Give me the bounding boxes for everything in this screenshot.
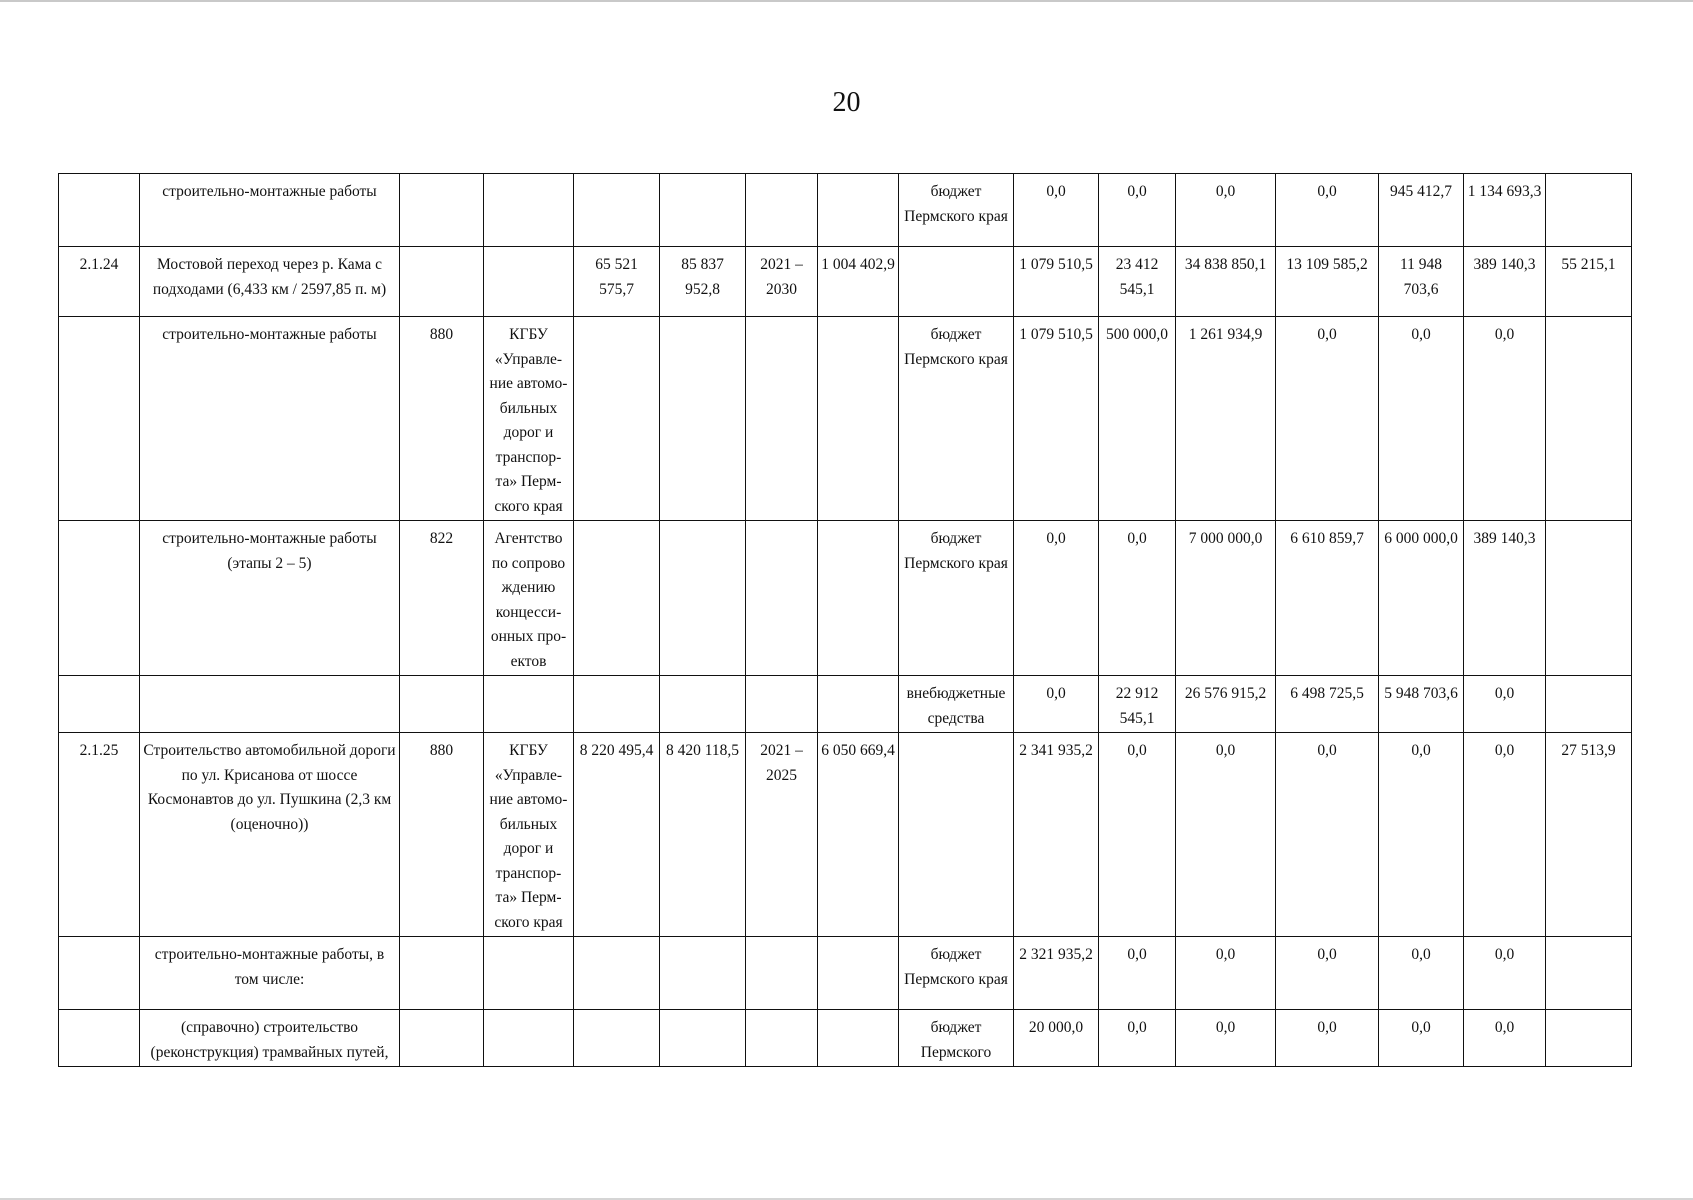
period-cell: 2021 – 2030 xyxy=(746,247,818,317)
year-2-value-cell: 0,0 xyxy=(1099,937,1176,1010)
year-4-value-cell: 0,0 xyxy=(1276,733,1379,937)
year-4-value-cell: 0,0 xyxy=(1276,1010,1379,1067)
estimated-cost-cell xyxy=(574,317,660,521)
item-name-cell: Строительство автомобильной дороги по ул. Крисанова от шоссе Космонавтов до ул. Пушкина (2,3 км (оценочно)) xyxy=(140,733,400,937)
total-cost-cell xyxy=(660,521,746,676)
row-number-cell xyxy=(59,1010,140,1067)
year-7-value-cell xyxy=(1546,1010,1632,1067)
code-cell: 822 xyxy=(400,521,484,676)
year-4-value-cell: 0,0 xyxy=(1276,317,1379,521)
year-5-value-cell: 0,0 xyxy=(1379,733,1464,937)
year-5-value-cell: 945 412,7 xyxy=(1379,174,1464,247)
estimated-cost-cell xyxy=(574,676,660,733)
code-cell xyxy=(400,676,484,733)
year-1-value-cell: 0,0 xyxy=(1014,676,1099,733)
executor-cell: КГБУ «Управле-ние автомо-бильных дорог и транспор-та» Перм-ского края xyxy=(484,317,574,521)
item-name-cell: строительно-монтажные работы xyxy=(140,317,400,521)
remaining-cost-cell xyxy=(818,317,899,521)
year-1-value-cell: 20 000,0 xyxy=(1014,1010,1099,1067)
code-cell: 880 xyxy=(400,733,484,937)
table-row xyxy=(59,937,1632,1010)
total-cost-cell: 8 420 118,5 xyxy=(660,733,746,937)
period-cell xyxy=(746,174,818,247)
year-7-value-cell xyxy=(1546,174,1632,247)
total-cost-cell xyxy=(660,1010,746,1067)
year-7-value-cell xyxy=(1546,317,1632,521)
remaining-cost-cell: 6 050 669,4 xyxy=(818,733,899,937)
year-3-value-cell: 34 838 850,1 xyxy=(1176,247,1276,317)
page-number: 20 xyxy=(832,87,861,118)
funding-source-cell: бюджет Пермского края xyxy=(899,317,1014,521)
code-cell: 880 xyxy=(400,317,484,521)
year-6-value-cell: 0,0 xyxy=(1464,676,1546,733)
remaining-cost-cell xyxy=(818,174,899,247)
period-cell xyxy=(746,937,818,1010)
item-name-cell: (справочно) строительство (реконструкция) трамвайных путей, xyxy=(140,1010,400,1067)
year-6-value-cell: 0,0 xyxy=(1464,317,1546,521)
year-6-value-cell: 0,0 xyxy=(1464,1010,1546,1067)
year-1-value-cell: 2 341 935,2 xyxy=(1014,733,1099,937)
year-5-value-cell: 6 000 000,0 xyxy=(1379,521,1464,676)
remaining-cost-cell xyxy=(818,521,899,676)
remaining-cost-cell xyxy=(818,1010,899,1067)
year-1-value-cell: 1 079 510,5 xyxy=(1014,317,1099,521)
code-cell xyxy=(400,174,484,247)
total-cost-cell xyxy=(660,937,746,1010)
row-number-cell xyxy=(59,174,140,247)
year-3-value-cell: 7 000 000,0 xyxy=(1176,521,1276,676)
year-3-value-cell: 26 576 915,2 xyxy=(1176,676,1276,733)
table-row xyxy=(59,247,1632,317)
year-5-value-cell: 11 948 703,6 xyxy=(1379,247,1464,317)
executor-cell xyxy=(484,676,574,733)
item-name-cell: строительно-монтажные работы, в том числе: xyxy=(140,937,400,1010)
year-6-value-cell: 0,0 xyxy=(1464,937,1546,1010)
item-name-cell: Мостовой переход через р. Кама с подходами (6,433 км / 2597,85 п. м) xyxy=(140,247,400,317)
funding-source-cell: бюджет Пермского края xyxy=(899,174,1014,247)
estimated-cost-cell xyxy=(574,1010,660,1067)
item-name-cell: строительно-монтажные работы (этапы 2 – 5) xyxy=(140,521,400,676)
year-2-value-cell: 0,0 xyxy=(1099,1010,1176,1067)
executor-cell xyxy=(484,174,574,247)
year-3-value-cell: 0,0 xyxy=(1176,733,1276,937)
total-cost-cell xyxy=(660,676,746,733)
estimated-cost-cell: 65 521 575,7 xyxy=(574,247,660,317)
funding-source-cell: бюджет Пермского xyxy=(899,1010,1014,1067)
funding-source-cell xyxy=(899,733,1014,937)
period-cell xyxy=(746,1010,818,1067)
year-5-value-cell: 0,0 xyxy=(1379,937,1464,1010)
executor-cell xyxy=(484,937,574,1010)
code-cell xyxy=(400,1010,484,1067)
period-cell xyxy=(746,317,818,521)
year-1-value-cell: 2 321 935,2 xyxy=(1014,937,1099,1010)
year-6-value-cell: 1 134 693,3 xyxy=(1464,174,1546,247)
total-cost-cell: 85 837 952,8 xyxy=(660,247,746,317)
estimated-cost-cell: 8 220 495,4 xyxy=(574,733,660,937)
year-7-value-cell xyxy=(1546,521,1632,676)
funding-source-cell xyxy=(899,247,1014,317)
code-cell xyxy=(400,937,484,1010)
table-row xyxy=(59,317,1632,521)
period-cell xyxy=(746,676,818,733)
row-number-cell xyxy=(59,676,140,733)
table-row xyxy=(59,1010,1632,1067)
year-4-value-cell: 6 610 859,7 xyxy=(1276,521,1379,676)
estimated-cost-cell xyxy=(574,521,660,676)
remaining-cost-cell: 1 004 402,9 xyxy=(818,247,899,317)
executor-cell: Агентство по сопрово ждению концесси-онных про-ектов xyxy=(484,521,574,676)
scan-edge-top xyxy=(0,0,1693,2)
total-cost-cell xyxy=(660,317,746,521)
year-7-value-cell xyxy=(1546,676,1632,733)
executor-cell: КГБУ «Управле-ние автомо-бильных дорог и транспор-та» Перм-ского края xyxy=(484,733,574,937)
table-row xyxy=(59,174,1632,247)
period-cell: 2021 – 2025 xyxy=(746,733,818,937)
item-name-cell xyxy=(140,676,400,733)
remaining-cost-cell xyxy=(818,676,899,733)
year-3-value-cell: 0,0 xyxy=(1176,174,1276,247)
estimated-cost-cell xyxy=(574,174,660,247)
year-1-value-cell: 1 079 510,5 xyxy=(1014,247,1099,317)
year-4-value-cell: 0,0 xyxy=(1276,174,1379,247)
year-6-value-cell: 0,0 xyxy=(1464,733,1546,937)
executor-cell xyxy=(484,247,574,317)
year-6-value-cell: 389 140,3 xyxy=(1464,521,1546,676)
year-5-value-cell: 5 948 703,6 xyxy=(1379,676,1464,733)
row-number-cell xyxy=(59,937,140,1010)
period-cell xyxy=(746,521,818,676)
year-1-value-cell: 0,0 xyxy=(1014,174,1099,247)
funding-source-cell: бюджет Пермского края xyxy=(899,521,1014,676)
year-2-value-cell: 0,0 xyxy=(1099,174,1176,247)
year-4-value-cell: 6 498 725,5 xyxy=(1276,676,1379,733)
table-row xyxy=(59,521,1632,676)
funding-source-cell: внебюджетные средства xyxy=(899,676,1014,733)
row-number-cell xyxy=(59,521,140,676)
total-cost-cell xyxy=(660,174,746,247)
program-table xyxy=(58,173,1632,1067)
table-row xyxy=(59,733,1632,937)
estimated-cost-cell xyxy=(574,937,660,1010)
year-5-value-cell: 0,0 xyxy=(1379,317,1464,521)
row-number-cell: 2.1.24 xyxy=(59,247,140,317)
year-2-value-cell: 500 000,0 xyxy=(1099,317,1176,521)
year-5-value-cell: 0,0 xyxy=(1379,1010,1464,1067)
year-3-value-cell: 0,0 xyxy=(1176,1010,1276,1067)
year-2-value-cell: 0,0 xyxy=(1099,733,1176,937)
funding-source-cell: бюджет Пермского края xyxy=(899,937,1014,1010)
year-2-value-cell: 22 912 545,1 xyxy=(1099,676,1176,733)
year-2-value-cell: 0,0 xyxy=(1099,521,1176,676)
code-cell xyxy=(400,247,484,317)
item-name-cell: строительно-монтажные работы xyxy=(140,174,400,247)
year-7-value-cell: 55 215,1 xyxy=(1546,247,1632,317)
row-number-cell: 2.1.25 xyxy=(59,733,140,937)
year-4-value-cell: 0,0 xyxy=(1276,937,1379,1010)
remaining-cost-cell xyxy=(818,937,899,1010)
year-7-value-cell xyxy=(1546,937,1632,1010)
year-1-value-cell: 0,0 xyxy=(1014,521,1099,676)
row-number-cell xyxy=(59,317,140,521)
year-4-value-cell: 13 109 585,2 xyxy=(1276,247,1379,317)
year-3-value-cell: 0,0 xyxy=(1176,937,1276,1010)
table-row xyxy=(59,676,1632,733)
year-2-value-cell: 23 412 545,1 xyxy=(1099,247,1176,317)
year-3-value-cell: 1 261 934,9 xyxy=(1176,317,1276,521)
executor-cell xyxy=(484,1010,574,1067)
year-6-value-cell: 389 140,3 xyxy=(1464,247,1546,317)
year-7-value-cell: 27 513,9 xyxy=(1546,733,1632,937)
